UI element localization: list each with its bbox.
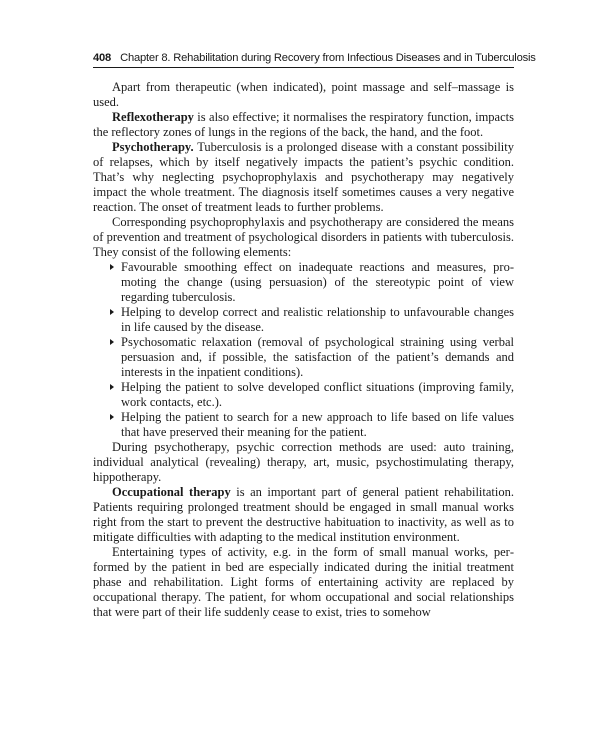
list-item bbox=[93, 380, 514, 410]
paragraph-psychoprophylaxis: Corresponding psychoprophylaxis and psychotherapy are considered the means of prevention and treatment of psychological disorders in patients with tuberculosis. They consist of the following elements: bbox=[93, 215, 514, 259]
paragraph-psychotherapy bbox=[93, 140, 514, 215]
bullet-triangle-icon bbox=[110, 264, 114, 270]
list-item bbox=[93, 260, 514, 305]
bullet-triangle-icon bbox=[110, 309, 114, 315]
bullet-triangle-icon bbox=[110, 339, 114, 345]
elements-list bbox=[93, 260, 514, 440]
paragraph-entertaining-activity: Entertaining types of activity, e.g. in the form of small manual works, performed by the patient in bed are especially indicated during the initial treatment phase and rehabilitation. Light forms of entertaining activity are replaced by occupational therapy. The patient, for whom occupational and social relationships that were part of their life suddenly cease to exist, tries to somehow bbox=[93, 545, 514, 619]
bullet-triangle-icon bbox=[110, 384, 114, 390]
page-number: 408 bbox=[93, 52, 112, 64]
running-title: Chapter 8. Rehabilitation during Recovery from Infectious Diseases and in Tuberculosis bbox=[120, 52, 536, 64]
list-item-text: Helping to develop correct and realistic relationship to unfavourable changes in life caused by the disease. bbox=[121, 305, 514, 334]
list-item bbox=[93, 410, 514, 440]
paragraph-reflexotherapy bbox=[93, 110, 514, 140]
paragraph-massage: Apart from therapeutic (when indicated), point massage and self–massage is used. bbox=[93, 80, 514, 109]
list-item-text: Psychosomatic relaxation (removal of psychological straining using verbal persuasion and, if possible, the satisfaction of the patient’s demands and interests in the inpatient conditions). bbox=[121, 335, 514, 379]
running-header bbox=[93, 52, 536, 68]
paragraph-occupational-therapy-text: is an important part of general patient rehabilitation. Patients requiring prolonged treatment should be engaged in small manual works right from the start to prevent the destructive habituation to inactivity, as well as to mitigate difficulties with adapting to the medical institution environment. bbox=[93, 485, 514, 544]
paragraph-reflexotherapy-text: is also effective; it normalises the respiratory function, impacts the reflectory zones of lungs in the regions of the back, the hand, and the foot. bbox=[93, 110, 514, 139]
paragraph-psychotherapy-text: Tuberculosis is a prolonged disease with a constant possibility of relapses, which by itself negatively impacts the patient’s psychic condition. That’s why neglecting psychoprophylaxis and psychotherapy may negatively impact the whole treatment. The diagnosis itself sometimes causes a very negative reaction. The onset of treatment leads to further problems. bbox=[93, 140, 514, 214]
paragraph-correction-methods: During psychotherapy, psychic correction methods are used: auto training, individual analytical (revealing) therapy, art, music, psychostimulating therapy, hippotherapy. bbox=[93, 440, 514, 484]
list-item-text: Helping the patient to solve developed conflict situations (improving family, work contacts, etc.). bbox=[121, 380, 514, 409]
term-psychotherapy: Psychotherapy. bbox=[112, 140, 194, 154]
paragraph-occupational-therapy bbox=[93, 485, 514, 545]
list-item-text: Helping the patient to search for a new approach to life based on life values that have preserved their meaning for the patient. bbox=[121, 410, 514, 439]
term-occupational-therapy: Occupational therapy bbox=[112, 485, 231, 499]
list-item-text: Favourable smoothing effect on inadequate reactions and measures, promoting the change (using persuasion) of the stereotypic point of view regarding tuberculosis. bbox=[121, 260, 514, 304]
list-item bbox=[93, 335, 514, 380]
bullet-triangle-icon bbox=[110, 414, 114, 420]
term-reflexotherapy: Reflexotherapy bbox=[112, 110, 194, 124]
body-text bbox=[93, 80, 514, 620]
book-page bbox=[93, 52, 536, 620]
list-item bbox=[93, 305, 514, 335]
